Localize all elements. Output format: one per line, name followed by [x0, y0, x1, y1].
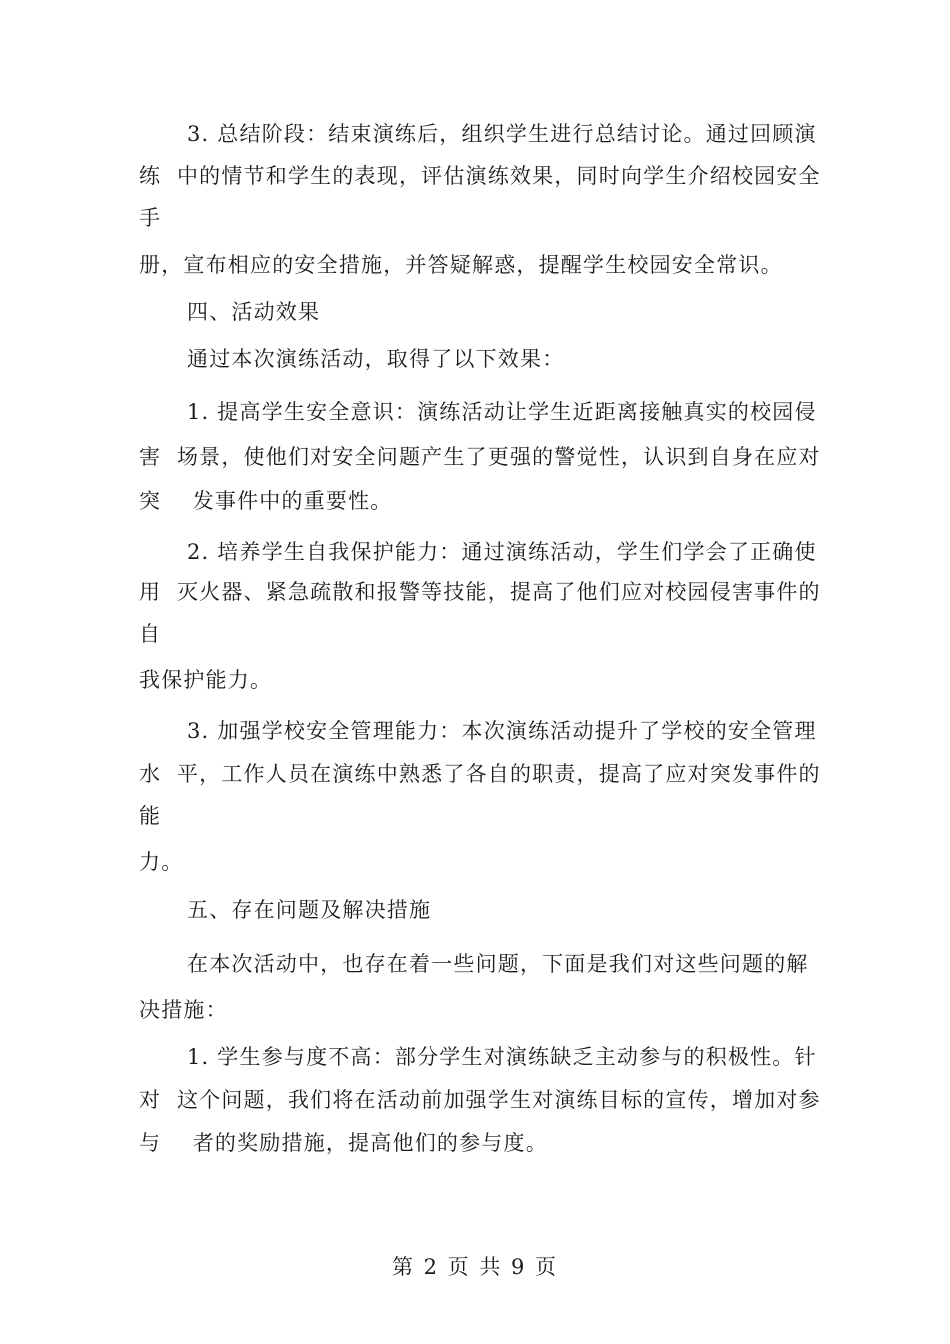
text-line: 害 场景，使他们对安全问题产生了更强的警觉性，认识到自身在应对 [139, 445, 821, 469]
text-line: 1. 提高学生安全意识：演练活动让学生近距离接触真实的校园侵 [187, 400, 817, 424]
text-line: 我保护能力。 [139, 668, 273, 692]
section-heading: 五、存在问题及解决措施 [187, 898, 432, 922]
text-line: 手 [139, 206, 162, 230]
page-number-footer: 第 2 页 共 9 页 [391, 1255, 559, 1279]
text-line: 力。 [139, 850, 184, 874]
text-line: 2. 培养学生自我保护能力：通过演练活动，学生们学会了正确使 [187, 540, 817, 564]
text-line: 能 [139, 804, 162, 828]
section-heading: 四、活动效果 [187, 300, 321, 324]
text-line: 用 灭火器、紧急疏散和报警等技能，提高了他们应对校园侵害事件的 [139, 580, 821, 604]
text-line: 练 中的情节和学生的表现，评估演练效果，同时向学生介绍校园安全 [139, 164, 821, 188]
text-line: 对 这个问题，我们将在活动前加强学生对演练目标的宣传，增加对参 [139, 1088, 821, 1112]
text-line: 水 平，工作人员在演练中熟悉了各自的职责，提高了应对突发事件的 [139, 762, 821, 786]
text-line: 3. 加强学校安全管理能力：本次演练活动提升了学校的安全管理 [187, 719, 817, 743]
text-line: 3. 总结阶段：结束演练后，组织学生进行总结讨论。通过回顾演 [187, 122, 817, 146]
text-line: 自 [139, 622, 162, 646]
text-line: 与 者的奖励措施，提高他们的参与度。 [139, 1131, 548, 1155]
text-line: 1. 学生参与度不高：部分学生对演练缺乏主动参与的积极性。针 [187, 1045, 817, 1069]
text-line: 在本次活动中，也存在着一些问题，下面是我们对这些问题的解 [187, 952, 809, 976]
text-line: 册，宣布相应的安全措施，并答疑解惑，提醒学生校园安全常识。 [139, 253, 783, 277]
text-line: 突 发事件中的重要性。 [139, 489, 393, 513]
text-line: 通过本次演练活动，取得了以下效果： [187, 347, 565, 371]
text-line: 决措施： [139, 998, 228, 1022]
